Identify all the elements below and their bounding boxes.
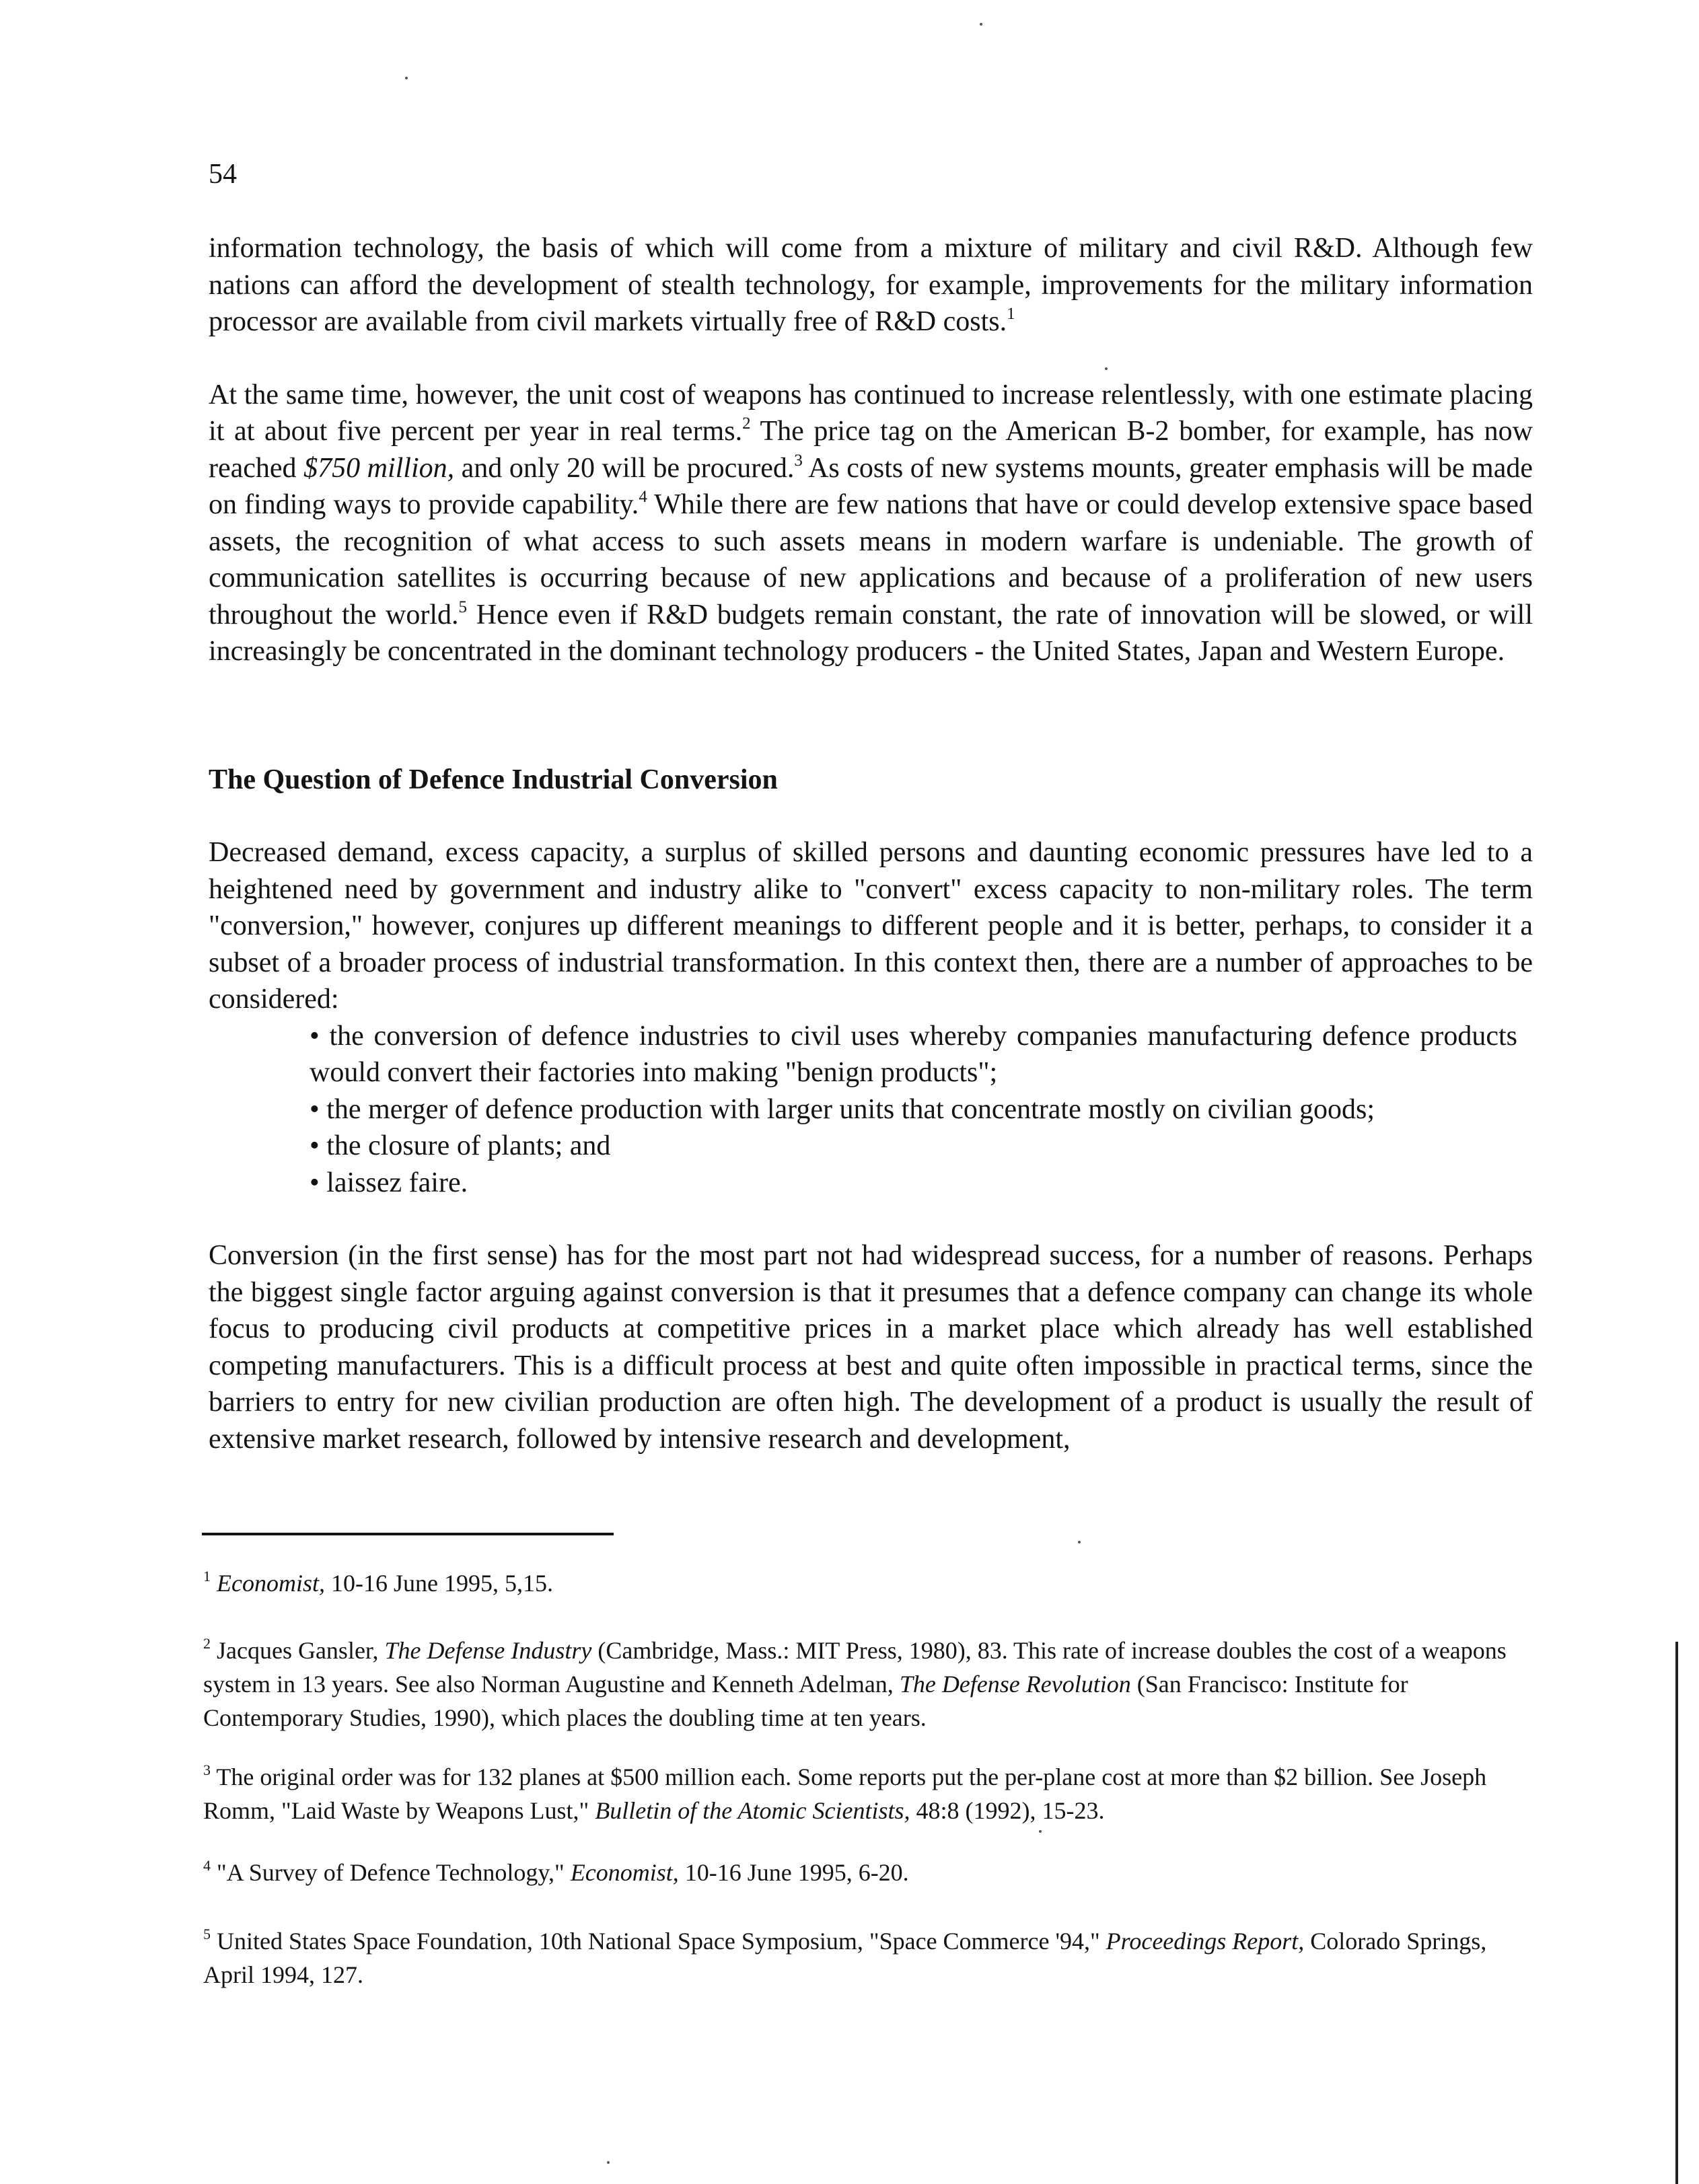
footnote-mark: 1 <box>203 1568 211 1585</box>
footnote-mark: 4 <box>203 1857 211 1874</box>
scan-speck <box>607 2161 610 2164</box>
footnote-3 <box>203 1760 1542 1827</box>
footnote-ref-3[interactable]: 3 <box>794 451 803 470</box>
scan-speck <box>1078 1541 1081 1543</box>
footnote-1-text: 10-16 June 1995, 5,15. <box>324 1570 553 1597</box>
paragraph-2-text-f: Hence even if R&D budgets remain constant, the rate of innovation will be slowed, or will increasingly be concentrated in the dominant technology producers - the United States, Japan and Western Europe. <box>209 599 1533 667</box>
footnote-5-report: Proceedings Report, <box>1106 1928 1305 1955</box>
approach-list <box>209 1018 1517 1202</box>
list-item: • laissez faire. <box>310 1165 1517 1202</box>
scan-speck <box>405 77 408 79</box>
footnote-4-text-a: "A Survey of Defence Technology," <box>211 1859 571 1886</box>
section-heading: The Question of Defence Industrial Conversion <box>209 764 778 795</box>
paragraph-2 <box>209 377 1533 670</box>
footnote-mark: 3 <box>203 1761 211 1778</box>
paragraph-2-text-c: and only 20 will be procured. <box>454 452 795 484</box>
paragraph-2-text-e: While there are few nations that have or could develop extensive space based assets, the recognition of what access to such assets means in modern warfare is undeniable. The growth of communication satellites is occurring because of new applications and because of a proliferation of new users throughout the world. <box>209 489 1533 630</box>
footnote-5-text-a: United States Space Foundation, 10th National Space Symposium, "Space Commerce '94," <box>211 1928 1106 1955</box>
footnote-ref-4[interactable]: 4 <box>639 488 647 506</box>
body-section-top <box>209 230 1533 670</box>
footnote-4-text-b: 10-16 June 1995, 6-20. <box>678 1859 909 1886</box>
paragraph-2-text-a: At the same time, however, the unit cost of weapons has continued to increase relentlessly, with one estimate placing it at about five percent per year in real terms. <box>209 379 1533 447</box>
footnote-3-journal: Bulletin of the Atomic Scientists, <box>595 1797 910 1824</box>
footnote-4 <box>203 1856 1542 1889</box>
footnote-mark: 5 <box>203 1926 211 1942</box>
footnote-2 <box>203 1634 1542 1735</box>
footnote-2-text-b: (Cambridge, Mass.: MIT Press, 1980), 83. This rate of increase doubles the cost of a weapons system in 13 years. See also Norman Augustine and Kenneth Adelman, <box>203 1637 1507 1698</box>
paragraph-1 <box>209 230 1533 340</box>
body-section-bottom <box>209 834 1533 1457</box>
footnote-2-text-c: (San Francisco: Institute for Contemporary Studies, 1990), which places the doubling time at ten years. <box>203 1671 1408 1731</box>
footnote-ref-5[interactable]: 5 <box>458 597 468 616</box>
paragraph-2-price: $750 million, <box>303 452 455 484</box>
paragraph-2-text-b: The price tag on the American B-2 bomber, for example, has now reached <box>209 416 1533 484</box>
footnote-4-source: Economist, <box>570 1859 679 1886</box>
footnote-3-text-b: 48:8 (1992), 15-23. <box>910 1797 1105 1824</box>
footnote-ref-2[interactable]: 2 <box>742 414 751 433</box>
footnote-2-title-2: The Defense Revolution <box>899 1671 1131 1698</box>
paragraph-3: Decreased demand, excess capacity, a surplus of skilled persons and daunting economic pressures have led to a heightened need by government and industry alike to "convert" excess capacity to non-military roles. The term "conversion," however, conjures up different meanings to different people and it is better, perhaps, to consider it a subset of a broader process of industrial transformation. In this context then, there are a number of approaches to be considered: <box>209 837 1533 1015</box>
footnote-1-source: Economist, <box>217 1570 325 1597</box>
scan-speck <box>980 23 982 26</box>
page-number: 54 <box>209 159 237 190</box>
footnote-3-text-a: The original order was for 132 planes at $500 million each. Some reports put the per-plane cost at more than $2 billion. See Joseph Romm, "Laid Waste by Weapons Lust," <box>203 1763 1487 1824</box>
list-item: • the merger of defence production with larger units that concentrate mostly on civilian goods; <box>310 1091 1517 1128</box>
paragraph-4: Conversion (in the first sense) has for the most part not had widespread success, for a number of reasons. Perhaps the biggest single factor arguing against conversion is that it presumes that a defence company can change its whole focus to producing civil products at competitive prices in a market place which already has well established competing manufacturers. This is a difficult process at best and quite often impossible in practical terms, since the barriers to entry for new civilian production are often high. The development of a product is usually the result of extensive market research, followed by intensive research and development, <box>209 1240 1533 1455</box>
footnote-1 <box>203 1566 1542 1600</box>
paragraph-2-text-d: As costs of new systems mounts, greater emphasis will be made on finding ways to provide capability. <box>209 452 1533 520</box>
scan-speck <box>1039 1830 1042 1833</box>
footnote-5 <box>203 1924 1542 1992</box>
footnote-ref-1[interactable]: 1 <box>1007 305 1015 323</box>
footnote-separator <box>202 1533 614 1535</box>
list-item: • the conversion of defence industries to civil uses whereby companies manufacturing defence products would convert their factories into making "benign products"; <box>310 1018 1517 1091</box>
scan-speck <box>1105 367 1108 370</box>
footnote-5-text-b: Colorado Springs, April 1994, 127. <box>203 1928 1487 1988</box>
footnote-2-title-1: The Defense Industry <box>384 1637 592 1664</box>
footnote-mark: 2 <box>203 1635 211 1652</box>
footnote-2-text-a: Jacques Gansler, <box>211 1637 385 1664</box>
list-item: • the closure of plants; and <box>310 1128 1517 1165</box>
paragraph-1-text: information technology, the basis of which will come from a mixture of military and civil R&D. Although few nations can afford the development of stealth technology, for example, improvements for the military information processor are available from civil markets virtually free of R&D costs. <box>209 233 1533 337</box>
scan-edge-line <box>1675 1642 1678 2184</box>
